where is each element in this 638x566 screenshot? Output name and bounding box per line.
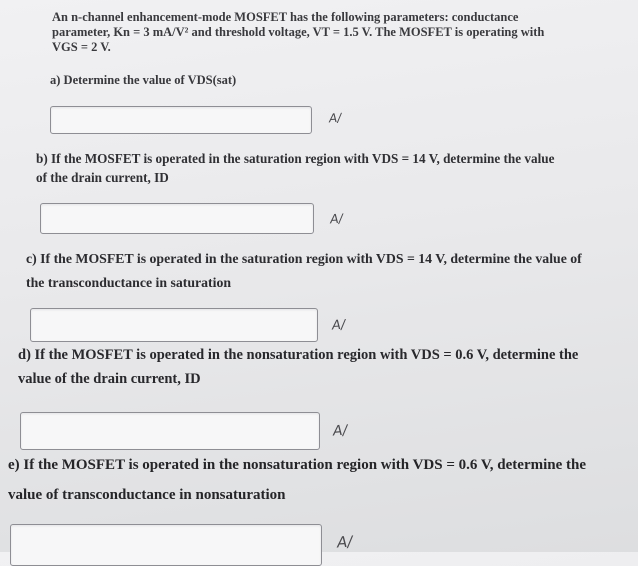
answer-input-e[interactable]	[10, 524, 322, 566]
question-a-line-1: a) Determine the value of VDS(sat)	[50, 73, 237, 87]
spell-check-icon[interactable]	[332, 423, 347, 440]
question-b-line-1: b) If the MOSFET is operated in the saturation region with VDS = 14 V, determine the value	[36, 151, 555, 166]
problem-line-2: parameter, Kn = 3 mA/V² and threshold voltage, VT = 1.5 V. The MOSFET is operating with	[52, 25, 545, 39]
question-d-line-2: value of the drain current, ID	[18, 371, 201, 387]
question-b-line-2: of the drain current, ID	[36, 170, 169, 185]
question-c-line-1: c) If the MOSFET is operated in the saturation region with VDS = 14 V, determine the value of	[26, 251, 582, 266]
question-a	[50, 73, 236, 89]
spell-check-icon-glyph: A/	[328, 110, 342, 126]
question-b	[36, 151, 554, 189]
question-d-line-1: d) If the MOSFET is operated in the nonsaturation region with VDS = 0.6 V, determine the	[18, 347, 579, 363]
question-d	[18, 346, 578, 394]
question-e-line-2: value of transconductance in nonsaturation	[8, 487, 286, 503]
spell-check-icon[interactable]	[331, 318, 345, 334]
question-e-line-1: e) If the MOSFET is operated in the nonsaturation region with VDS = 0.6 V, determine the	[8, 457, 587, 473]
problem-line-3: VGS = 2 V.	[52, 40, 111, 54]
answer-input-d[interactable]	[20, 412, 320, 450]
spell-check-icon-glyph: A/	[329, 210, 344, 227]
answer-input-a[interactable]	[50, 106, 312, 134]
problem-statement	[52, 10, 544, 55]
answer-input-c[interactable]	[30, 308, 318, 342]
spell-check-icon-glyph: A/	[336, 532, 353, 552]
spell-check-icon[interactable]	[336, 532, 353, 551]
spell-check-icon[interactable]	[329, 111, 342, 126]
question-c	[26, 250, 582, 298]
spell-check-icon-glyph: A/	[331, 317, 346, 334]
problem-line-1: An n-channel enhancement-mode MOSFET has the following parameters: conductance	[52, 10, 519, 24]
answer-input-b[interactable]	[40, 203, 314, 234]
spell-check-icon-glyph: A/	[332, 422, 348, 440]
question-e	[8, 456, 586, 516]
question-c-line-2: the transconductance in saturation	[26, 275, 232, 290]
spell-check-icon[interactable]	[329, 211, 343, 227]
